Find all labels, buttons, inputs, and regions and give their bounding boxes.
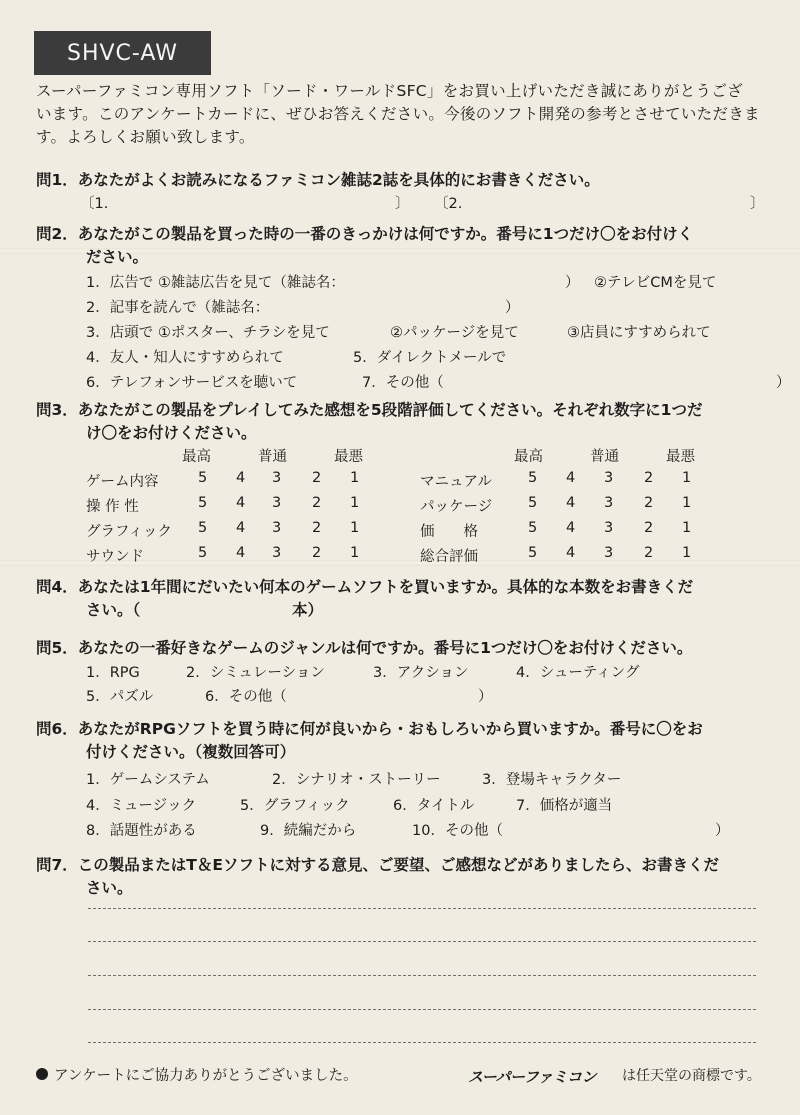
q5-option-rpg[interactable]: 1．RPG <box>86 665 140 681</box>
q5-option-other[interactable]: 6．その他（ <box>205 689 287 705</box>
rating-score-3[interactable]: 3 <box>604 470 614 486</box>
q5-option-action[interactable]: 3．アクション <box>373 665 469 681</box>
rating-score-5[interactable]: 5 <box>528 520 538 536</box>
rating-score-3[interactable]: 3 <box>604 520 614 536</box>
rating-score-4[interactable]: 4 <box>566 470 576 486</box>
q2-option-3-3[interactable]: ③店員にすすめられて <box>567 325 711 341</box>
question-2-cont: ださい。 <box>86 248 149 266</box>
rating-header-worst: 最悪 <box>666 449 695 465</box>
rating-score-2[interactable]: 2 <box>312 470 322 486</box>
q5-option-simulation[interactable]: 2．シミュレーション <box>186 665 325 681</box>
question-3: 問3．あなたがこの製品をプレイしてみた感想を5段階評価してください。それぞれ数字に1つだ <box>36 401 703 419</box>
thanks-text: アンケートにご協力ありがとうございました。 <box>54 1068 358 1084</box>
q6-option-4[interactable]: 4．ミュージック <box>86 798 197 814</box>
question-5: 問5．あなたの一番好きなゲームのジャンルは何ですか。番号に1つだけ〇をお付けください。 <box>36 639 693 657</box>
q1-answer-2-field[interactable] <box>475 190 745 210</box>
rating-score-1[interactable]: 1 <box>682 545 692 561</box>
rating-score-4[interactable]: 4 <box>236 470 246 486</box>
comment-line[interactable] <box>88 908 756 909</box>
rating-header-average: 普通 <box>590 449 619 465</box>
q2-bracket: ） <box>565 275 580 291</box>
q6-option-10[interactable]: 10．その他（ <box>412 823 503 839</box>
question-3-cont: け〇をお付けください。 <box>86 424 257 442</box>
rating-score-1[interactable]: 1 <box>682 470 692 486</box>
rating-score-5[interactable]: 5 <box>528 545 538 561</box>
rating-score-5[interactable]: 5 <box>198 495 208 511</box>
q2-option-5[interactable]: 5．ダイレクトメールで <box>353 350 507 366</box>
rating-score-1[interactable]: 1 <box>682 495 692 511</box>
question-6: 問6．あなたがRPGソフトを買う時に何が良いから・おもしろいから買いますか。番号に〇をお <box>36 720 703 738</box>
q1-bracket: 〕 <box>395 196 410 212</box>
q6-option-1[interactable]: 1．ゲームシステム <box>86 772 210 788</box>
rating-score-2[interactable]: 2 <box>312 495 322 511</box>
question-4-cont: さい。（ <box>86 601 141 619</box>
q2-option-1-2[interactable]: ②テレビCMを見て <box>594 275 717 291</box>
rating-score-2[interactable]: 2 <box>644 470 654 486</box>
comment-line[interactable] <box>88 975 756 976</box>
rating-score-5[interactable]: 5 <box>198 520 208 536</box>
q6-option-7[interactable]: 7．価格が適当 <box>516 798 613 814</box>
rating-item-label: グラフィック <box>86 524 172 540</box>
rating-score-3[interactable]: 3 <box>604 545 614 561</box>
q2-option-2[interactable]: 2．記事を読んで（雑誌名： <box>86 300 270 316</box>
bullet-icon <box>36 1068 48 1080</box>
rating-item-label: ゲーム内容 <box>86 474 159 490</box>
rating-score-2[interactable]: 2 <box>644 545 654 561</box>
rating-score-4[interactable]: 4 <box>566 520 576 536</box>
question-6-cont: 付けください。（複数回答可） <box>86 743 296 761</box>
q1-bracket: 〕 <box>750 196 765 212</box>
rating-score-1[interactable]: 1 <box>350 545 360 561</box>
rating-score-4[interactable]: 4 <box>236 520 246 536</box>
q2-option-6[interactable]: 6．テレフォンサービスを聴いて <box>86 375 298 391</box>
question-4-unit: 本） <box>292 601 324 619</box>
rating-score-5[interactable]: 5 <box>528 470 538 486</box>
rating-score-3[interactable]: 3 <box>272 545 282 561</box>
intro-line: スーパーファミコン専用ソフト「ソード・ワールドSFC」をお買い上げいただき誠にありがとうござ <box>36 82 743 100</box>
q5-option-puzzle[interactable]: 5．パズル <box>86 689 154 705</box>
comment-line[interactable] <box>88 1042 756 1043</box>
intro-line: います。このアンケートカードに、ぜひお答えください。今後のソフト開発の参考とさせていただきま <box>36 105 760 123</box>
rating-score-5[interactable]: 5 <box>528 495 538 511</box>
trademark-text: は任天堂の商標です。 <box>622 1068 761 1084</box>
q2-bracket: ） <box>776 375 791 391</box>
rating-score-5[interactable]: 5 <box>198 545 208 561</box>
q2-option-7[interactable]: 7．その他（ <box>362 375 444 391</box>
super-famicom-logo: スーパーファミコン <box>468 1068 596 1086</box>
q2-option-3-1[interactable]: 3．店頭で ①ポスター、チラシを見て <box>86 325 330 341</box>
q6-option-3[interactable]: 3．登場キャラクター <box>482 772 622 788</box>
q1-answer-2-label: 〔2. <box>434 196 463 212</box>
q6-option-2[interactable]: 2．シナリオ・ストーリー <box>272 772 441 788</box>
rating-score-1[interactable]: 1 <box>350 495 360 511</box>
rating-item-label: 価 格 <box>420 524 478 540</box>
question-4: 問4．あなたは1年間にだいたい何本のゲームソフトを買いますか。具体的な本数をお書きくだ <box>36 578 694 596</box>
q4-count-field[interactable] <box>150 596 290 616</box>
rating-score-5[interactable]: 5 <box>198 470 208 486</box>
q1-answer-1-field[interactable] <box>120 190 395 210</box>
question-7: 問7．この製品またはT＆Eソフトに対する意見、ご要望、ご感想などがありましたら、お書きくだ <box>36 856 719 874</box>
q2-option-1[interactable]: 1．広告で ①雑誌広告を見て（雑誌名： <box>86 275 345 291</box>
rating-item-label: 総合評価 <box>420 549 478 565</box>
question-7-cont: さい。 <box>86 879 133 897</box>
rating-score-4[interactable]: 4 <box>236 545 246 561</box>
q5-option-shooting[interactable]: 4．シューティング <box>516 665 640 681</box>
rating-score-3[interactable]: 3 <box>604 495 614 511</box>
q2-option-3-2[interactable]: ②パッケージを見て <box>390 325 519 341</box>
rating-item-label: マニュアル <box>420 474 492 490</box>
rating-item-label: パッケージ <box>420 499 493 515</box>
rating-score-2[interactable]: 2 <box>312 545 322 561</box>
rating-header-best: 最高 <box>182 449 211 465</box>
rating-header-average: 普通 <box>258 449 287 465</box>
rating-score-4[interactable]: 4 <box>566 495 576 511</box>
q6-option-8[interactable]: 8．話題性がある <box>86 823 197 839</box>
rating-score-1[interactable]: 1 <box>350 470 360 486</box>
rating-score-2[interactable]: 2 <box>644 520 654 536</box>
rating-score-4[interactable]: 4 <box>566 545 576 561</box>
q2-bracket: ） <box>505 300 520 316</box>
q2-option-4[interactable]: 4．友人・知人にすすめられて <box>86 350 284 366</box>
rating-score-3[interactable]: 3 <box>272 470 282 486</box>
rating-item-label: 操 作 性 <box>86 499 139 515</box>
q5-bracket: ） <box>478 689 493 705</box>
rating-score-3[interactable]: 3 <box>272 520 282 536</box>
rating-score-1[interactable]: 1 <box>350 520 360 536</box>
q6-option-6[interactable]: 6．タイトル <box>393 798 475 814</box>
question-2: 問2．あなたがこの製品を買った時の一番のきっかけは何ですか。番号に1つだけ〇をお付けく <box>36 225 694 243</box>
intro-text <box>36 80 766 149</box>
rating-header-best: 最高 <box>514 449 543 465</box>
rating-score-1[interactable]: 1 <box>682 520 692 536</box>
rating-score-2[interactable]: 2 <box>312 520 322 536</box>
rating-header-worst: 最悪 <box>334 449 363 465</box>
rating-score-2[interactable]: 2 <box>644 495 654 511</box>
q1-answer-1-label: 〔1. <box>80 196 109 212</box>
product-code-label: SHVC-AW <box>34 31 211 75</box>
comment-line[interactable] <box>88 941 756 942</box>
rating-item-label: サウンド <box>86 549 144 565</box>
q6-option-5[interactable]: 5．グラフィック <box>240 798 350 814</box>
intro-line: す。よろしくお願い致します。 <box>36 128 255 146</box>
rating-score-3[interactable]: 3 <box>272 495 282 511</box>
question-1: 問1．あなたがよくお読みになるファミコン雑誌2誌を具体的にお書きください。 <box>36 171 600 189</box>
q6-option-9[interactable]: 9．続編だから <box>260 823 357 839</box>
comment-line[interactable] <box>88 1009 756 1010</box>
q6-bracket: ） <box>715 823 730 839</box>
rating-score-4[interactable]: 4 <box>236 495 246 511</box>
